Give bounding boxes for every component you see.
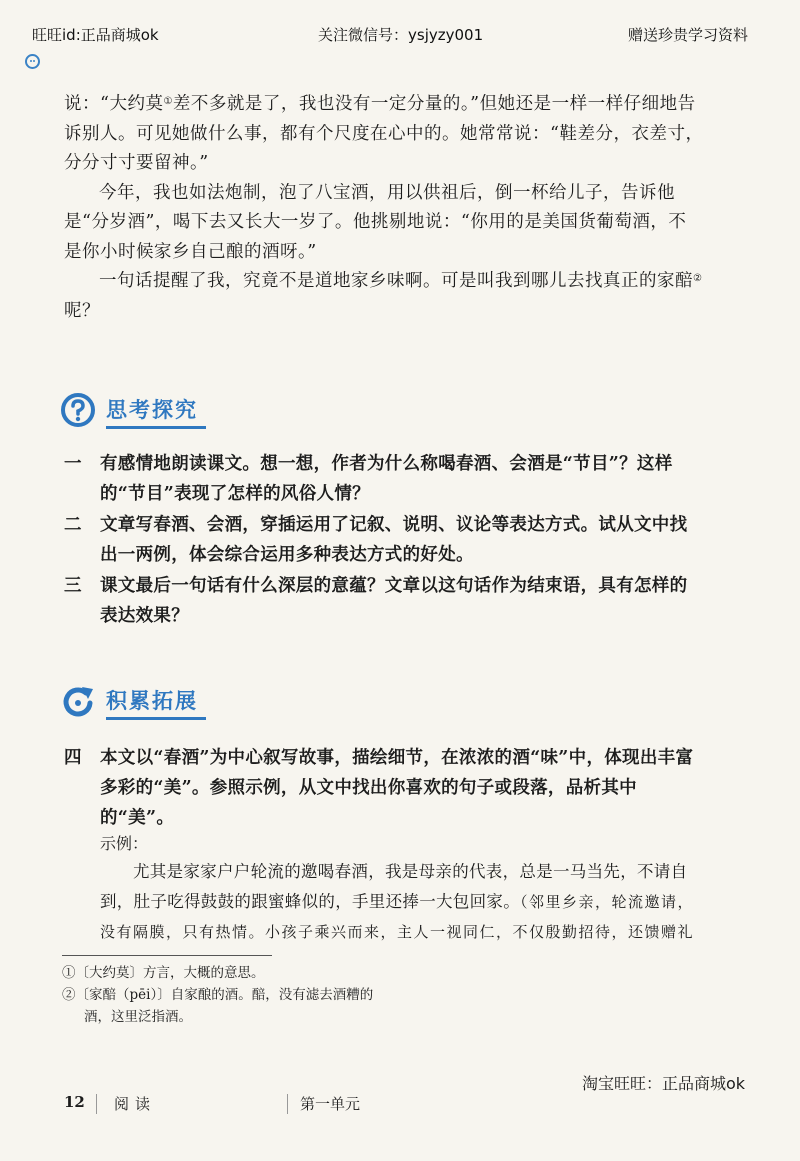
section-title-extend: 积累拓展 [106, 688, 198, 713]
watermark-top-center: 关注微信号：ysjyzy001 [318, 26, 484, 44]
footnote-2: ②〔家醅（pēi）〕自家酿的酒。醅，没有滤去酒糟的 [62, 987, 374, 1003]
smiley-icon [25, 54, 40, 69]
question-1: 一 有感情地朗读课文。想一想，作者为什么称喝春酒、会酒是“节目”？这样的“节目”表现了怎样的风俗人情？ [64, 454, 673, 504]
footer-divider [287, 1094, 288, 1114]
footer-unit: 第一单元 [300, 1095, 361, 1113]
example-label: 示例： [100, 834, 149, 853]
passage-paragraph-2: 今年，我也如法炮制，泡了八宝酒，用以供祖后，倒一杯给儿子，告诉他是“分岁酒”，喝下去又长大一岁了。他挑剔地说：“你用的是美国货葡萄酒，不是你小时候家乡自己酿的酒呀。” [64, 182, 687, 262]
passage-paragraph-1: 说：“大约莫①差不多就是了，我也没有一定分量的。”但她还是一样一样仔细地告诉别人。可见她做什么事，都有个尺度在心中的。她常常说：“鞋差分，衣差寸，分分寸寸要留神。” [64, 94, 704, 173]
question-circle-icon [60, 392, 96, 428]
page-number: 12 [64, 1093, 85, 1111]
footnote-2-continued: 酒，这里泛指酒。 [84, 1009, 192, 1025]
page-footer [0, 1093, 800, 1115]
footnote-ref-2: ② [693, 273, 703, 284]
footnotes [62, 962, 422, 1028]
footnote-divider [62, 955, 272, 956]
example-comment: （邻里乡亲，轮流邀请，没有隔膜，只有热情。小孩子乘兴而来，主人一视同仁，不仅殷勤招待，还馈赠礼 [100, 893, 695, 941]
watermark-top-right: 赠送珍贵学习资料 [627, 26, 748, 44]
passage-paragraph-3: 一句话提醒了我，究竟不是道地家乡味啊。可是叫我到哪儿去找真正的家醅②呢？ [64, 271, 703, 321]
top-watermark-bar [0, 24, 800, 48]
passage-text [64, 90, 704, 326]
footer-divider [96, 1094, 97, 1114]
question-4: 四 本文以“春酒”为中心叙写故事，描绘细节，在浓浓的酒“味”中，体现出丰富多彩的“美”。参照示例，从文中找出你喜欢的句子或段落，品析其中的“美”。 [64, 748, 694, 828]
question-2: 二 文章写春酒、会酒，穿插运用了记叙、说明、议论等表达方式。试从文中找出一两例，体会综合运用多种表达方式的好处。 [64, 515, 688, 565]
question-3: 三 课文最后一句话有什么深层的意蕴？文章以这句话作为结束语，具有怎样的表达效果？ [64, 576, 688, 626]
refresh-arrow-icon [60, 683, 96, 719]
section-underline [106, 717, 206, 720]
example-text: 尤其是家家户户轮流的邀喝春酒，我是母亲的代表，总是一马当先，不请自到，肚子吃得鼓鼓的跟蜜蜂似的，手里还捧一大包回家。（邻里乡亲，轮流邀请，没有隔膜，只有热情。小孩子乘兴而来，主人一视同仁，不仅殷勤招待，还馈赠礼 [100, 862, 695, 941]
watermark-bottom-right: 淘宝旺旺：正品商城ok [581, 1074, 745, 1093]
footer-section: 阅读 [114, 1095, 157, 1113]
watermark-top-left: 旺旺id:正品商城ok [32, 26, 159, 44]
footnote-ref-1: ① [163, 96, 173, 107]
footnote-1: ①〔大约莫〕方言，大概的意思。 [62, 965, 265, 981]
section-underline [106, 426, 206, 429]
section-title-think: 思考探究 [106, 397, 198, 422]
